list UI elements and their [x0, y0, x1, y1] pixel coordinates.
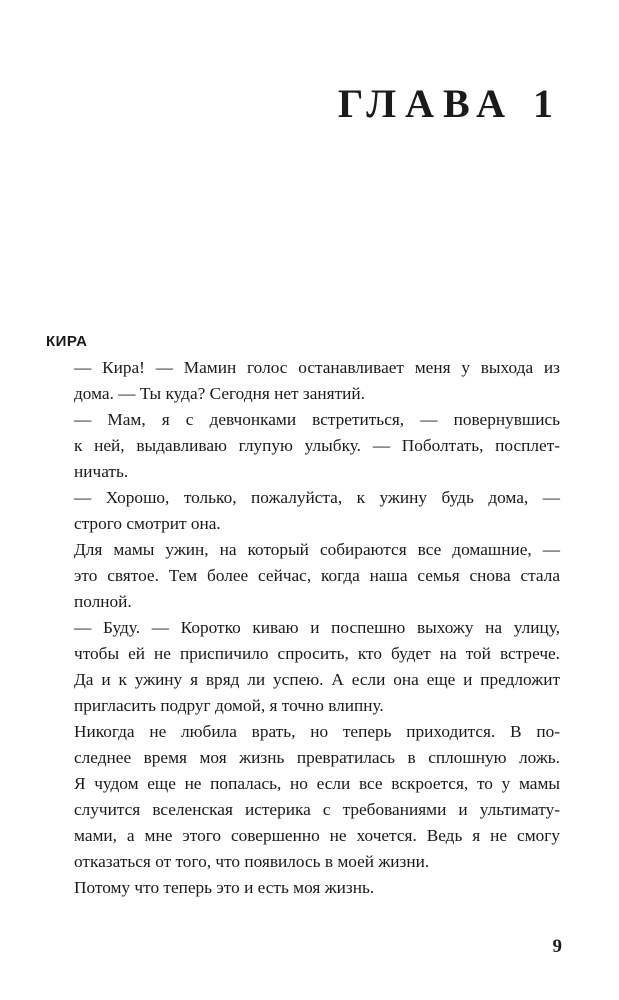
- text-line: ничать.: [74, 462, 129, 481]
- text-line: отказаться от того, что появилось в моей жизни.: [74, 852, 430, 871]
- text-line: это святое. Тем более сейчас, когда наша семья снова стала: [74, 566, 560, 585]
- text-line: — Кира! — Мамин голос останавливает меня у выхода из: [74, 358, 560, 377]
- paragraph: [46, 719, 560, 875]
- text-line: пригласить подруг домой, я точно влипну.: [74, 696, 384, 715]
- text-line: Для мамы ужин, на который собираются все домашние, —: [74, 540, 560, 559]
- text-line: Никогда не любила врать, но теперь приходится. В по-: [74, 722, 560, 741]
- text-line: Я чудом еще не попалась, но если все вскроется, то у мамы: [74, 774, 560, 793]
- text-line: мами, а мне этого совершенно не хочется. Ведь я не смогу: [74, 826, 560, 845]
- text-line: полной.: [74, 592, 132, 611]
- paragraph: [46, 537, 560, 615]
- text-line: дома. — Ты куда? Сегодня нет занятий.: [74, 384, 365, 403]
- text-line: — Хорошо, только, пожалуйста, к ужину будь дома, —: [74, 488, 560, 507]
- text-line: следнее время моя жизнь превратилась в сплошную ложь.: [74, 748, 560, 767]
- chapter-text: [46, 329, 560, 901]
- paragraph: [46, 355, 560, 407]
- text-line: Да и к ужину я вряд ли успею. А если она еще и предложит: [74, 670, 560, 689]
- text-line: — Мам, я с девчонками встретиться, — повернувшись: [74, 410, 560, 429]
- paragraph: [46, 485, 560, 537]
- text-line: — Буду. — Коротко киваю и поспешно выхожу на улицу,: [74, 618, 560, 637]
- paragraph: [46, 875, 560, 901]
- text-line: строго смотрит она.: [74, 514, 221, 533]
- text-line: к ней, выдавливаю глупую улыбку. — Поболтать, посплет-: [74, 436, 560, 455]
- text-line: чтобы ей не приспичило спросить, кто будет на той встрече.: [74, 644, 560, 663]
- chapter-title: ГЛАВА 1: [337, 81, 562, 126]
- page-number: 9: [552, 936, 562, 957]
- paragraph: [46, 615, 560, 719]
- text-line: Потому что теперь это и есть моя жизнь.: [74, 878, 375, 897]
- text-line: случится вселенская истерика с требованиями и ультимату-: [74, 800, 560, 819]
- speaker-heading: КИРА: [46, 333, 88, 350]
- paragraph: [46, 407, 560, 485]
